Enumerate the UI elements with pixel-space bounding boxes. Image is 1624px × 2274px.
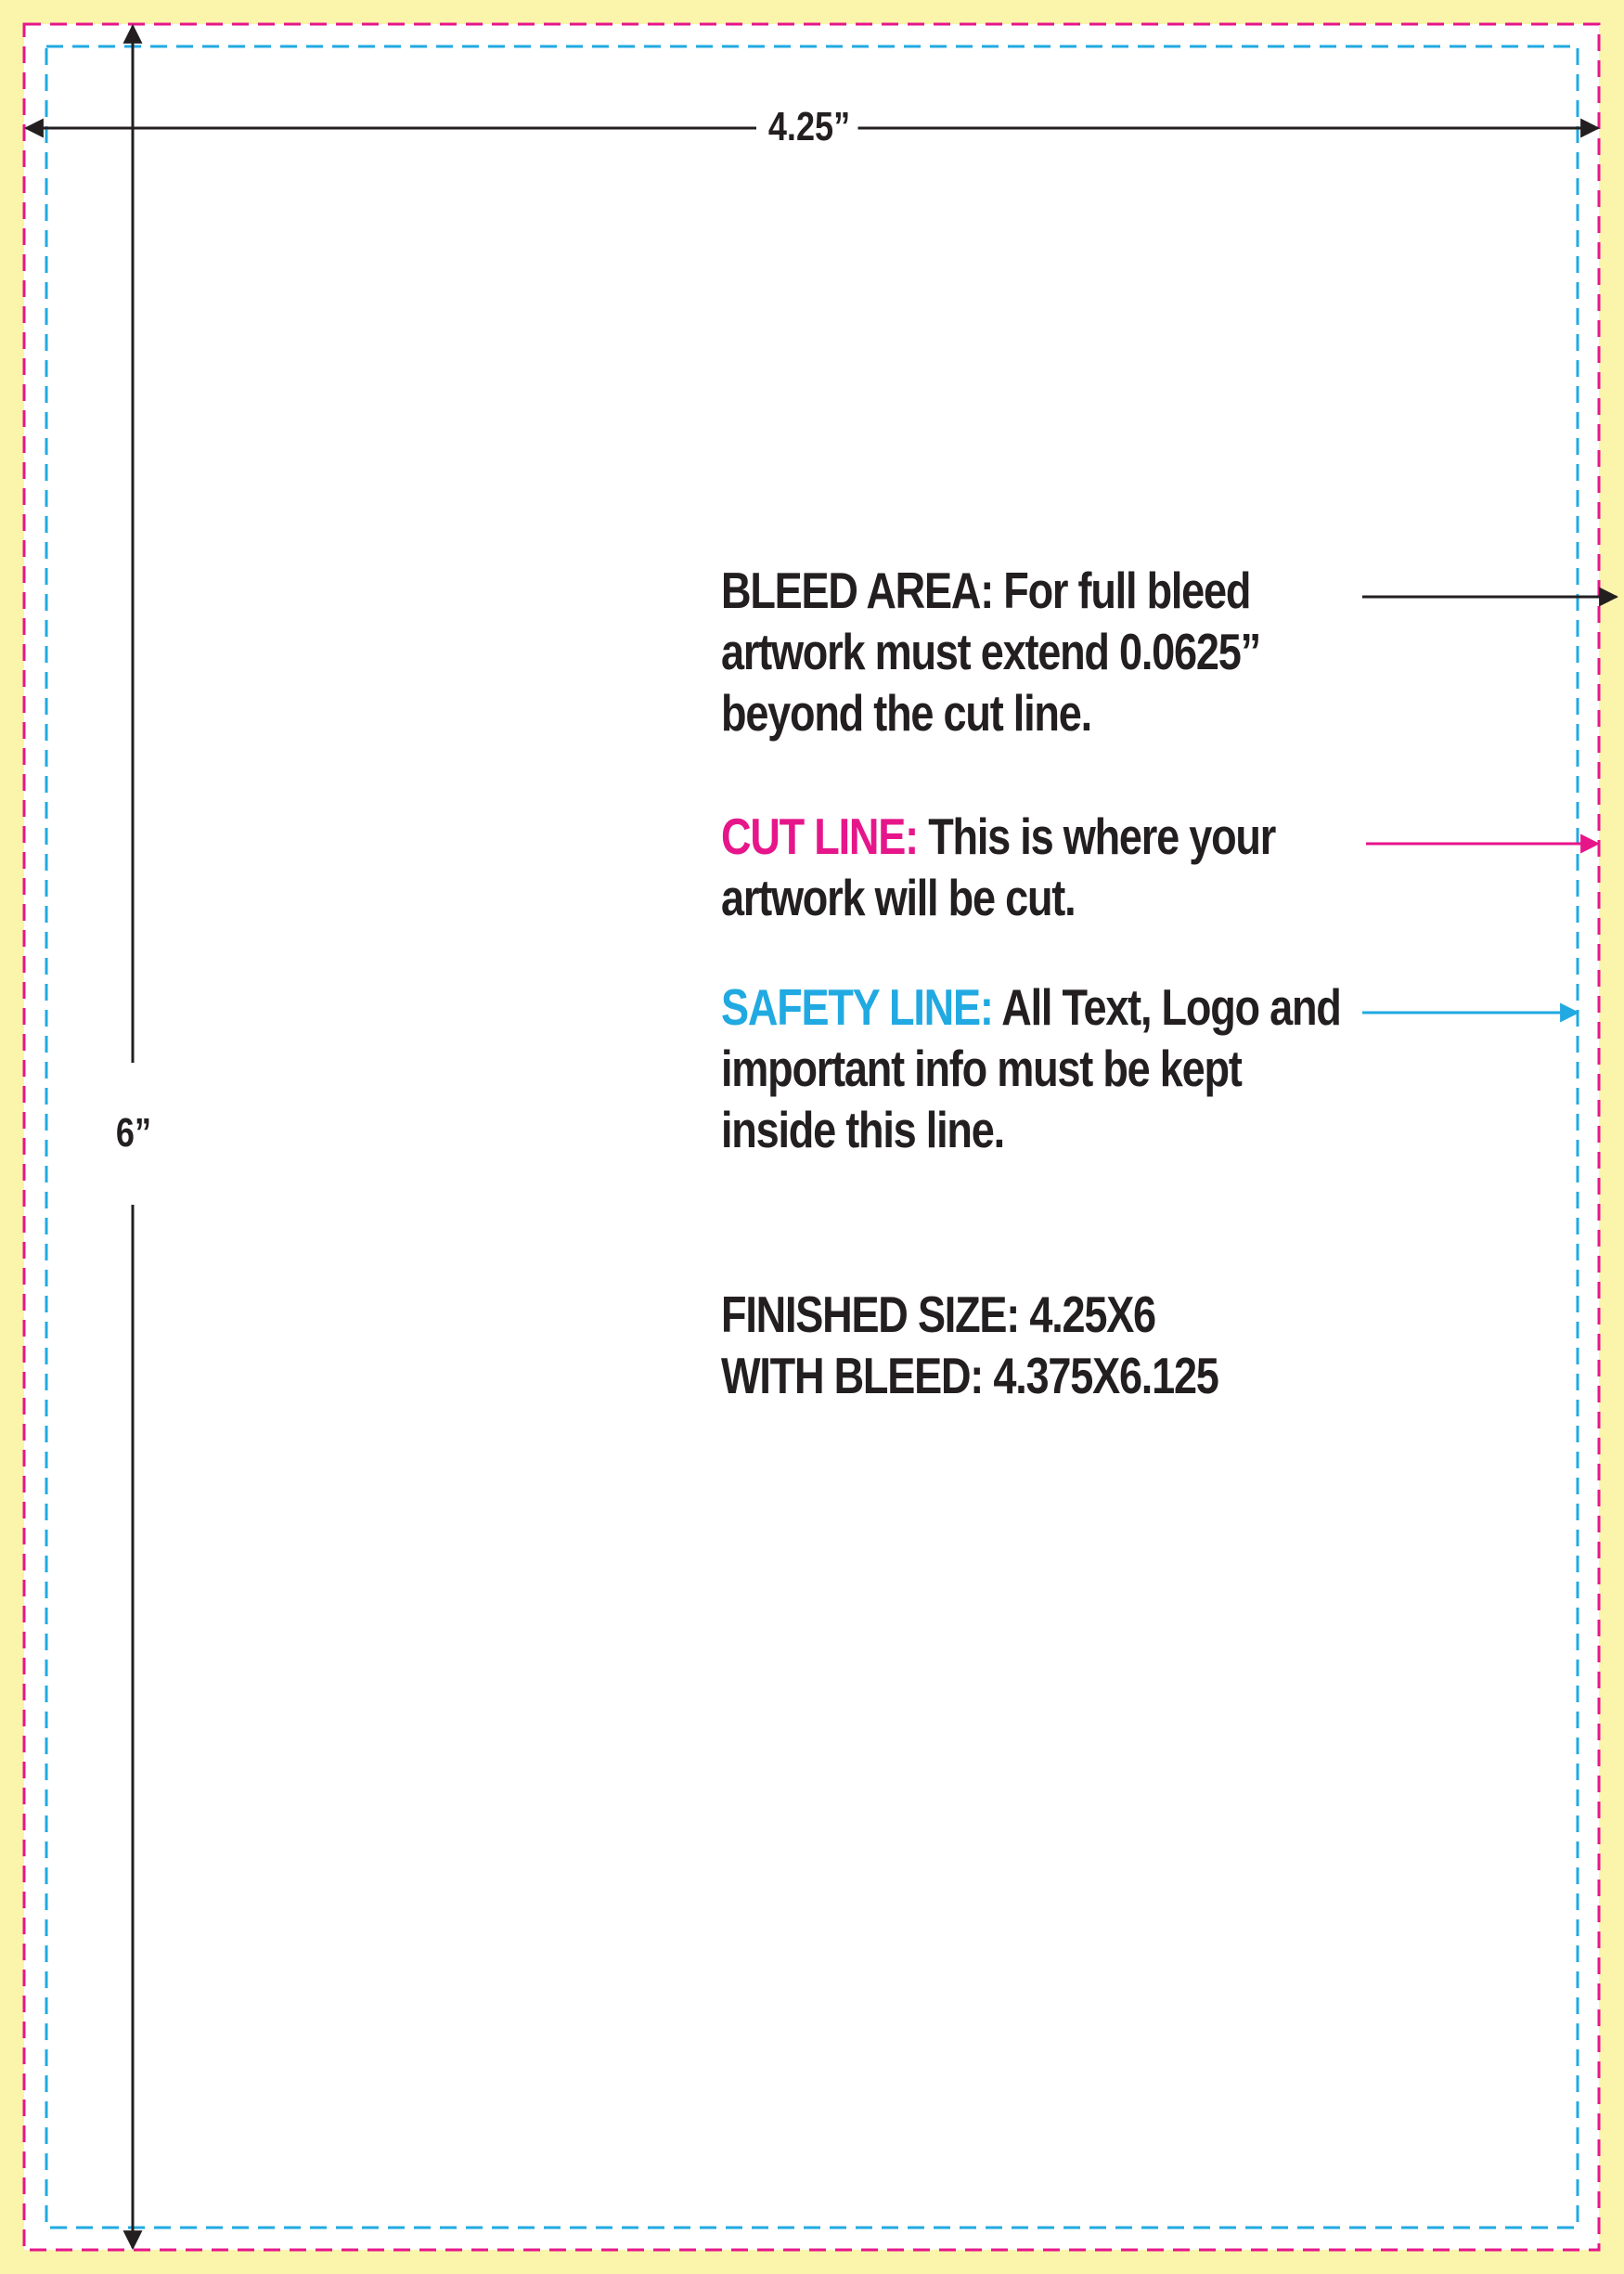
cut-line1: This is where your bbox=[917, 808, 1276, 865]
safety-line1: All Text, Logo and bbox=[992, 978, 1341, 1036]
bleed-line3: beyond the cut line. bbox=[721, 684, 1091, 742]
size-info bbox=[721, 1284, 1299, 1406]
safety-line-description bbox=[721, 976, 1341, 1160]
cut-line2: artwork will be cut. bbox=[721, 869, 1076, 926]
cut-line-description bbox=[721, 806, 1299, 928]
safety-line-label: SAFETY LINE: bbox=[721, 978, 993, 1036]
bleed-line2: artwork must extend 0.0625” bbox=[721, 623, 1260, 680]
safety-line3: inside this line. bbox=[721, 1101, 1004, 1158]
safety-line2: important info must be kept bbox=[721, 1040, 1242, 1097]
finished-size: FINISHED SIZE: 4.25X6 bbox=[721, 1286, 1155, 1343]
cut-line-label: CUT LINE: bbox=[721, 808, 918, 865]
width-dimension-label: 4.25” bbox=[761, 104, 858, 150]
bleed-line1: For full bleed bbox=[992, 562, 1251, 619]
height-dimension-label: 6” bbox=[100, 1110, 167, 1156]
bleed-area-description bbox=[721, 560, 1299, 743]
bleed-area-label: BLEED AREA: bbox=[721, 562, 993, 619]
with-bleed-size: WITH BLEED: 4.375X6.125 bbox=[721, 1347, 1218, 1404]
